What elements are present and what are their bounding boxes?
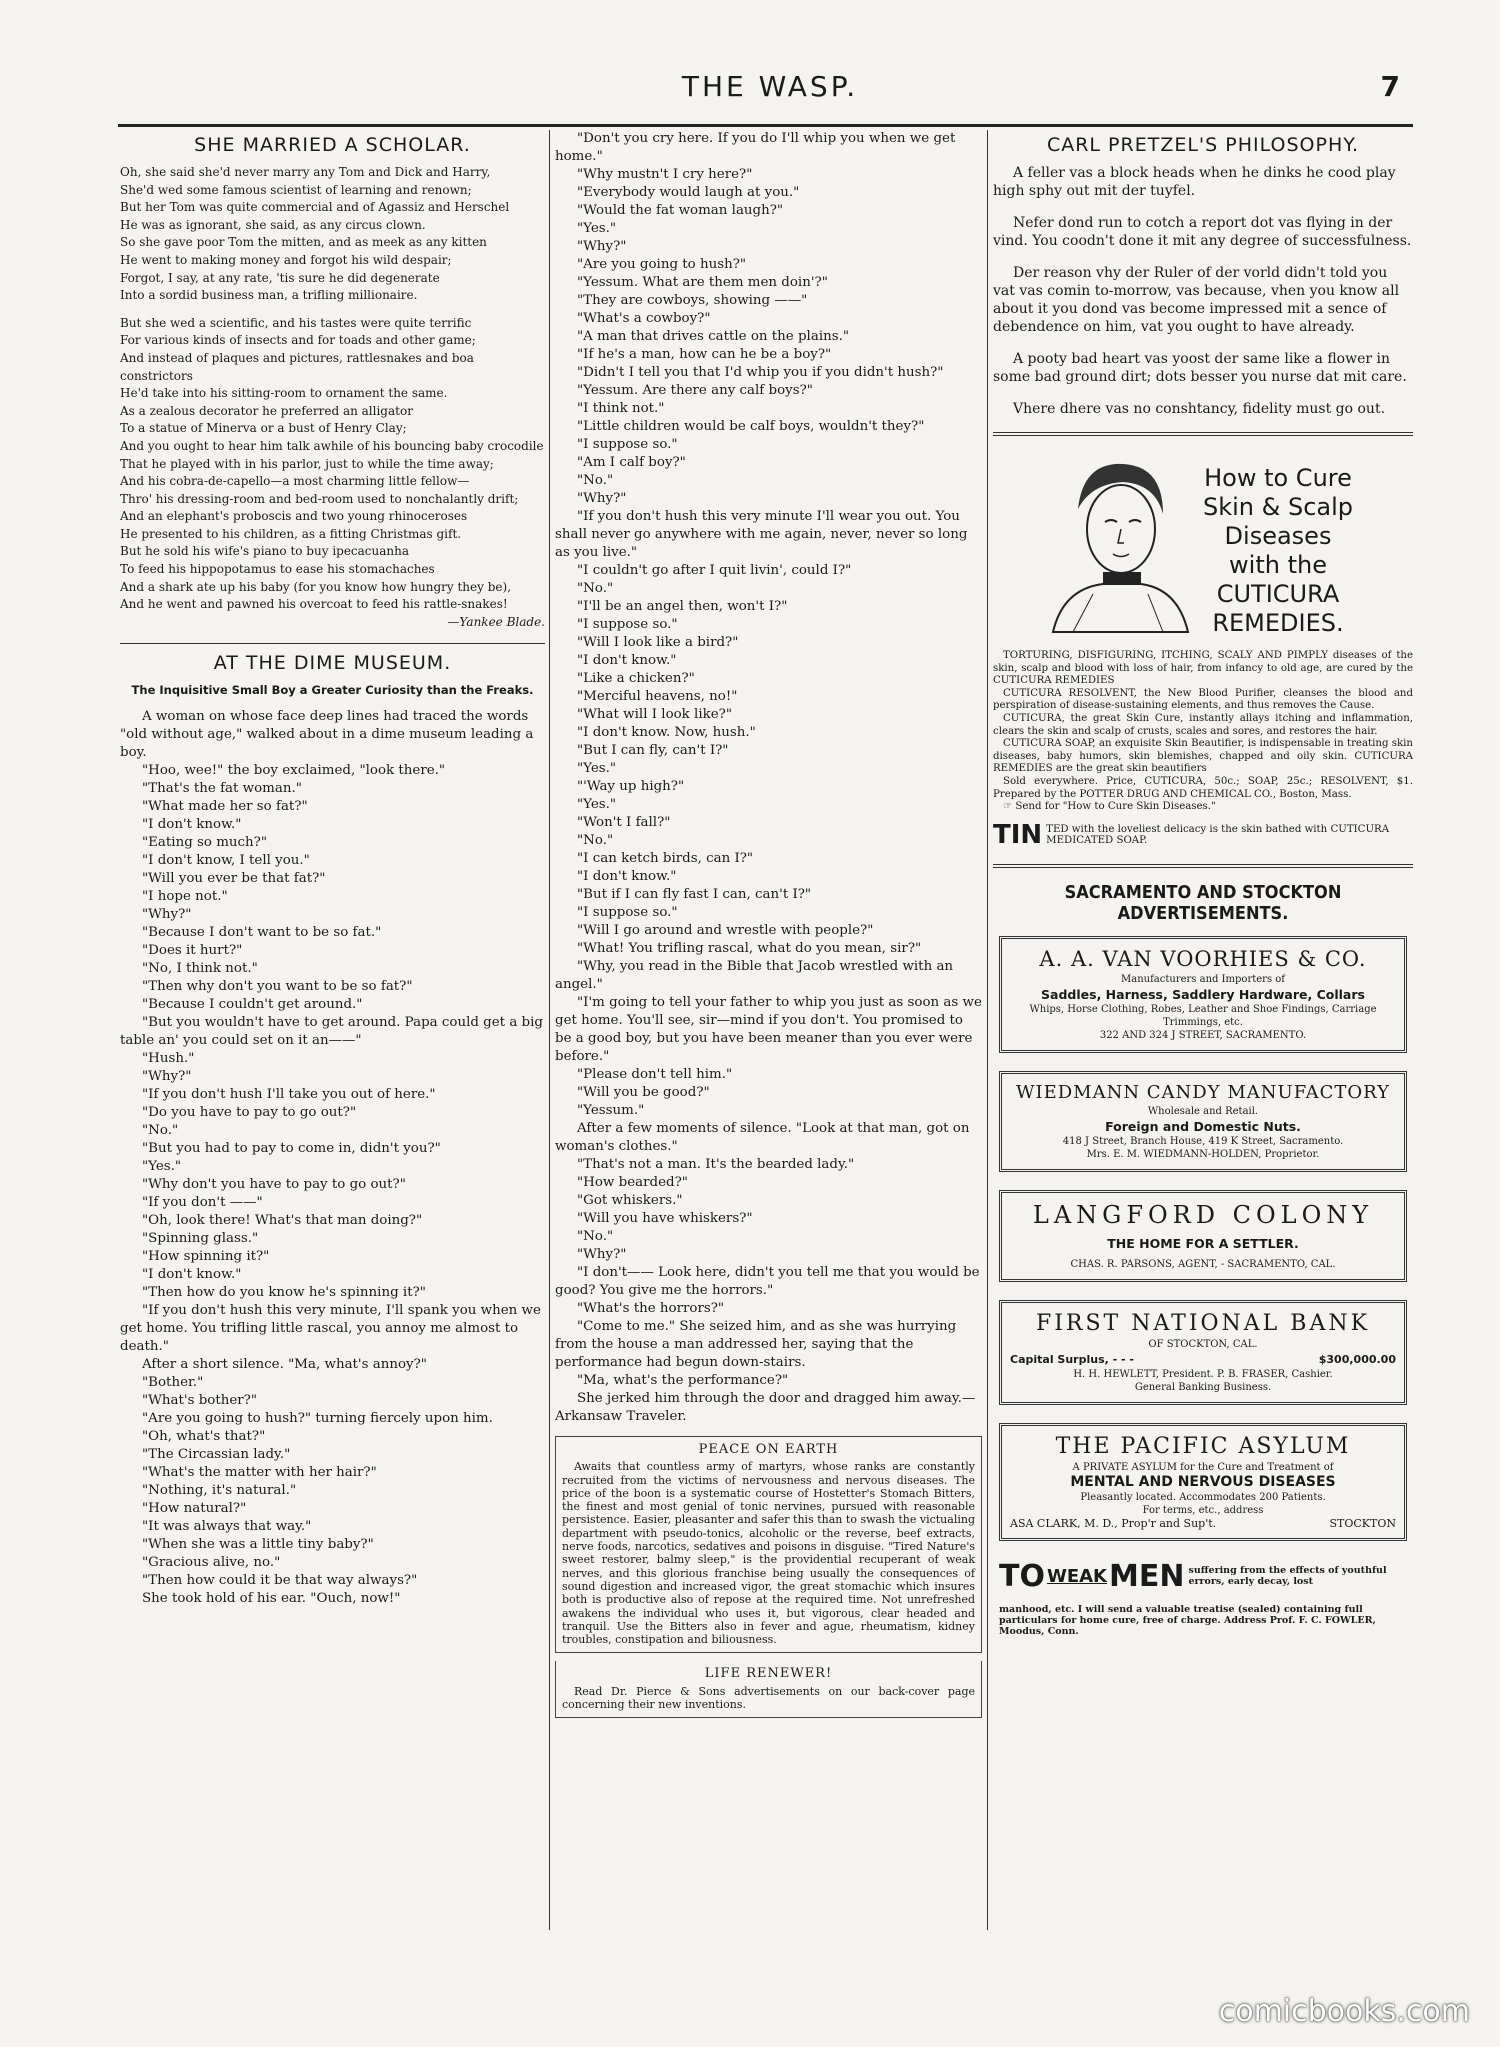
dialogue-paragraph: "Would the fat woman laugh?" xyxy=(577,203,784,218)
dialogue-paragraph: "Like a chicken?" xyxy=(577,671,695,686)
cuticura-headline-line: Skin & Scalp xyxy=(1202,493,1354,521)
column-2 xyxy=(555,130,982,1930)
dialogue-paragraph: "If you don't hush this very minute, I'll spank you when we get home. You trifling little rascal, you annoy me almost to death." xyxy=(120,1303,541,1355)
dialogue-paragraph: "Why, you read in the Bible that Jacob wrestled with an angel." xyxy=(555,959,954,992)
cuticura-paragraph: CUTICURA, the great Skin Cure, instantly allays itching and inflammation, clears the skin and scalp of crusts, scales and sores, and restores the hair. xyxy=(993,712,1413,737)
asylum-contact-name: ASA CLARK, M. D., Prop'r and Sup't. xyxy=(1010,1516,1217,1530)
cuticura-paragraph: CUTICURA SOAP, an exquisite Skin Beautifier, is indispensable in treating skin diseases, baby humors, skin blemishes, chapped and oily skin. CUTICURA REMEDIES are the great skin beautifiers xyxy=(993,738,1413,775)
dialogue-paragraph: "Yes." xyxy=(142,1159,182,1175)
dialogue-paragraph: "A man that drives cattle on the plains." xyxy=(577,329,850,344)
dialogue-paragraph: "Little children would be calf boys, wouldn't they?" xyxy=(577,419,925,434)
dialogue-paragraph: "But if I can fly fast I can, can't I?" xyxy=(577,887,812,902)
dialogue-paragraph: "Then how do you know he's spinning it?" xyxy=(142,1285,426,1301)
weak-men-side-text: suffering from the effects of youthful errors, early decay, lost xyxy=(1188,1565,1387,1588)
cuticura-headline-line: How to Cure xyxy=(1204,464,1352,492)
dialogue-paragraph: "Oh, what's that?" xyxy=(142,1429,266,1445)
poem-line: But he sold his wife's piano to buy ipecacuanha xyxy=(120,544,410,559)
dialogue-paragraph: "But you wouldn't have to get around. Papa could get a big table an' you could set on it an——" xyxy=(120,1015,543,1049)
dialogue-paragraph: "Will you be good?" xyxy=(577,1085,710,1100)
column-divider xyxy=(987,130,988,1930)
wiedmann-line: Wholesale and Retail. xyxy=(1147,1105,1259,1117)
scholar-title: SHE MARRIED A SCHOLAR. xyxy=(194,134,471,156)
asylum-name: THE PACIFIC ASYLUM xyxy=(1055,1433,1351,1459)
cuticura-ad-art xyxy=(993,450,1413,650)
dialogue-paragraph: "Yessum. What are them men doin'?" xyxy=(577,275,828,290)
dialogue-paragraph: "How spinning it?" xyxy=(142,1249,270,1265)
dialogue-paragraph: "Eating so much?" xyxy=(142,835,268,851)
dialogue-paragraph: "Got whiskers." xyxy=(577,1193,683,1208)
asylum-contact xyxy=(1010,1517,1396,1530)
dialogue-paragraph: "Everybody would laugh at you." xyxy=(577,185,800,200)
dialogue-paragraph: "I hope not." xyxy=(142,889,228,905)
dialogue-paragraph: "Why?" xyxy=(577,239,627,254)
dialogue-paragraph: "Didn't I tell you that I'd whip you if you didn't hush?" xyxy=(577,365,944,380)
dialogue-paragraph: A woman on whose face deep lines had traced the words "old without age," walked about in a dime museum leading a boy. xyxy=(120,709,534,761)
poem-line: Thro' his dressing-room and bed-room used to nonchalantly drift; xyxy=(120,491,519,506)
dialogue-paragraph: "The Circassian lady." xyxy=(142,1447,291,1463)
pretzel-paragraph: Der reason vhy der Ruler of der vorld didn't told you vat vas comin to-morrow, vas because, vhen you know all about it you dond vas become impressed mit a sence of debendence on him, vat you ought to have already. xyxy=(993,265,1400,335)
dialogue-paragraph: "Don't you cry here. If you do I'll whip you when we get home." xyxy=(555,131,956,164)
column-1 xyxy=(120,130,545,1930)
dialogue-paragraph: After a short silence. "Ma, what's annoy?" xyxy=(142,1357,427,1373)
dialogue-paragraph: "But I can fly, can't I?" xyxy=(577,743,729,758)
langford-line: THE HOME FOR A SETTLER. xyxy=(1107,1235,1299,1251)
poem-line: And instead of plaques and pictures, rattlesnakes and boa constrictors xyxy=(120,350,474,383)
dialogue-paragraph: "Are you going to hush?" xyxy=(577,257,747,272)
pretzel-philosophy xyxy=(993,164,1413,418)
poem-line: To a statue of Minerva or a bust of Henry Clay; xyxy=(120,421,407,436)
dialogue-paragraph: "Why?" xyxy=(142,907,192,923)
dialogue-paragraph: "That's the fat woman." xyxy=(142,781,302,797)
wiedmann-line: Foreign and Domestic Nuts. xyxy=(1105,1118,1301,1134)
weak-men-to: TO xyxy=(999,1558,1045,1594)
voorhies-line: Whips, Horse Clothing, Robes, Leather and Shoe Findings, Carriage Trimmings, etc. xyxy=(1029,1003,1377,1028)
dialogue-paragraph: "Are you going to hush?" turning fiercely upon him. xyxy=(142,1411,493,1427)
tinted-initial: TIN xyxy=(993,819,1043,850)
poem-line: But she wed a scientific, and his tastes were quite terrific xyxy=(120,315,472,330)
dialogue-paragraph: "I suppose so." xyxy=(577,905,678,920)
dialogue-paragraph: "I couldn't go after I quit livin', could I?" xyxy=(577,563,852,578)
pretzel-paragraph: Vhere dhere vas no conshtancy, fidelity must go out. xyxy=(1013,401,1386,417)
dialogue-paragraph: "What's the matter with her hair?" xyxy=(142,1465,377,1481)
bank-capital xyxy=(1010,1351,1396,1368)
cuticura-ad-text xyxy=(993,650,1413,814)
dialogue-paragraph: "I don't know, I tell you." xyxy=(142,853,310,869)
pointing-hand-icon: ☞ xyxy=(1003,801,1016,813)
poem-line: To feed his hippopotamus to ease his stomachaches xyxy=(120,562,435,577)
peace-on-earth-ad xyxy=(555,1436,982,1653)
dialogue-paragraph: "Will I go around and wrestle with people?" xyxy=(577,923,874,938)
dialogue-paragraph: "Oh, look there! What's that man doing?" xyxy=(142,1213,423,1229)
langford-name: LANGFORD COLONY xyxy=(1032,1200,1374,1229)
dialogue-paragraph: "No, I think not." xyxy=(142,961,258,977)
cuticura-paragraph xyxy=(993,801,1413,814)
poem-line: But her Tom was quite commercial and of Agassiz and Herschel xyxy=(120,200,510,215)
poem-line: She'd wed some famous scientist of learning and renown; xyxy=(120,182,472,197)
dialogue-paragraph: "They are cowboys, showing ——" xyxy=(577,293,808,308)
dialogue-paragraph: "I can ketch birds, can I?" xyxy=(577,851,754,866)
voorhies-line: Saddles, Harness, Saddlery Hardware, Collars xyxy=(1041,986,1365,1002)
dialogue-paragraph: "'Way up high?" xyxy=(577,779,685,794)
dialogue-paragraph: "Please don't tell him." xyxy=(577,1067,733,1082)
dialogue-paragraph: She took hold of his ear. "Ouch, now!" xyxy=(142,1591,401,1607)
cuticura-headline-line: Diseases xyxy=(1224,522,1332,550)
dialogue-paragraph: "What's bother?" xyxy=(142,1393,258,1409)
ads-section-title: SACRAMENTO AND STOCKTON ADVERTISEMENTS. xyxy=(1064,881,1342,924)
dialogue-paragraph: "What! You trifling rascal, what do you mean, sir?" xyxy=(577,941,922,956)
dialogue-paragraph: "I'll be an angel then, won't I?" xyxy=(577,599,788,614)
dialogue-paragraph: "How bearded?" xyxy=(577,1175,688,1190)
dialogue-paragraph: "Ma, what's the performance?" xyxy=(577,1373,789,1388)
poem-line: And a shark ate up his baby (for you know how hungry they be), xyxy=(120,579,512,594)
dialogue-paragraph: "Hush." xyxy=(142,1051,195,1067)
poem-line: For various kinds of insects and for toads and other game; xyxy=(120,333,476,348)
weak-men-men: MEN xyxy=(1109,1558,1185,1594)
life-renewer-ad xyxy=(555,1661,982,1718)
cuticura-send-line: Send for "How to Cure Skin Diseases." xyxy=(1015,801,1216,813)
dialogue-paragraph: "Yessum." xyxy=(577,1103,645,1118)
dialogue-paragraph: "Then why don't you want to be so fat?" xyxy=(142,979,413,995)
voorhies-address: 322 AND 324 J STREET, SACRAMENTO. xyxy=(1099,1029,1307,1041)
dialogue-paragraph: "Because I couldn't get around." xyxy=(142,997,363,1013)
dialogue-paragraph: "Then how could it be that way always?" xyxy=(142,1573,418,1589)
dialogue-paragraph: "Spinning glass." xyxy=(142,1231,259,1247)
museum-text-col1 xyxy=(120,708,545,1608)
dialogue-paragraph: "Why mustn't I cry here?" xyxy=(577,167,753,182)
poem-line: He presented to his children, as a fitting Christmas gift. xyxy=(120,526,462,541)
dialogue-paragraph: "Hoo, wee!" the boy exclaimed, "look there." xyxy=(142,763,446,779)
page-number: 7 xyxy=(1380,70,1400,103)
asylum-line: For terms, etc., address xyxy=(1142,1504,1264,1516)
peace-title: PEACE ON EARTH xyxy=(698,1442,839,1457)
voorhies-line: Manufacturers and Importers of xyxy=(1121,973,1285,985)
museum-text-col2 xyxy=(555,130,982,1426)
dialogue-paragraph: "Does it hurt?" xyxy=(142,943,243,959)
scholar-poem xyxy=(120,164,545,614)
asylum-line: A PRIVATE ASYLUM for the Cure and Treatment of xyxy=(1072,1461,1334,1473)
dialogue-paragraph: "Yes." xyxy=(577,761,617,776)
scholar-attribution: —Yankee Blade. xyxy=(447,614,545,629)
asylum-line: MENTAL AND NERVOUS DISEASES xyxy=(1070,1473,1336,1490)
dialogue-paragraph: "I suppose so." xyxy=(577,437,678,452)
poem-line: And an elephant's proboscis and two young rhinoceroses xyxy=(120,509,468,524)
dialogue-paragraph: "Why?" xyxy=(142,1069,192,1085)
weak-men-text: manhood, etc. I will send a valuable treatise (sealed) containing full particulars for home cure, free of charge. Address Prof. F. C. FOWLER, Moodus, Conn. xyxy=(999,1603,1376,1637)
dialogue-paragraph: "No." xyxy=(577,581,614,596)
museum-title: AT THE DIME MUSEUM. xyxy=(213,652,452,675)
weak-men-weak: WEAK xyxy=(1046,1565,1107,1587)
poem-line: He'd take into his sitting-room to ornament the same. xyxy=(120,386,448,401)
watermark: comicbooks.com xyxy=(1218,1994,1470,2029)
masthead-title: THE WASP. xyxy=(681,70,859,103)
tinted-text: TED with the loveliest delicacy is the skin bathed with CUTICURA MEDICATED SOAP. xyxy=(1046,823,1390,846)
renewer-title: LIFE RENEWER! xyxy=(704,1666,833,1682)
dialogue-paragraph: "If he's a man, how can he be a boy?" xyxy=(577,347,832,362)
masthead xyxy=(120,70,1420,110)
poem-line: As a zealous decorator he preferred an alligator xyxy=(120,403,413,418)
column-divider xyxy=(549,130,550,1930)
dialogue-paragraph: "Bother." xyxy=(142,1375,204,1391)
masthead-rule xyxy=(118,124,1413,127)
dialogue-paragraph: "Merciful heavens, no!" xyxy=(577,689,738,704)
dialogue-paragraph: "When she was a little tiny baby?" xyxy=(142,1537,374,1553)
woman-portrait-illustration xyxy=(1043,454,1193,634)
pretzel-paragraph: A feller vas a block heads when he dinks he cood play high sphy out mit der tuyfel. xyxy=(993,165,1396,199)
wiedmann-proprietor: Mrs. E. M. WIEDMANN-HOLDEN, Proprietor. xyxy=(1086,1148,1320,1160)
dialogue-paragraph: "No." xyxy=(577,833,614,848)
dialogue-paragraph: "I don't know." xyxy=(577,653,677,668)
bank-ad xyxy=(999,1300,1407,1405)
dialogue-paragraph: "Yessum. Are there any calf boys?" xyxy=(577,383,813,398)
dialogue-paragraph: "I don't know." xyxy=(142,1267,242,1283)
dialogue-paragraph: "If you don't hush this very minute I'll wear you out. You shall never go anywhere with me again, never, never so long as you live." xyxy=(555,509,968,560)
dialogue-paragraph: "Gracious alive, no." xyxy=(142,1555,281,1571)
dialogue-paragraph: "No." xyxy=(142,1123,179,1139)
cuticura-paragraph: Sold everywhere. Price, CUTICURA, 50c.; SOAP, 25c.; RESOLVENT, $1. Prepared by the POTTER DRUG AND CHEMICAL CO., Boston, Mass. xyxy=(993,775,1413,800)
dialogue-paragraph: "I think not." xyxy=(577,401,665,416)
dialogue-paragraph: "What's the horrors?" xyxy=(577,1301,725,1316)
section-rule xyxy=(993,432,1413,436)
dialogue-paragraph: "I'm going to tell your father to whip you just as soon as we get home. You'll see, sir—mind if you don't. You promised to be a good boy, but you have been meaner than you ever were before." xyxy=(555,995,982,1064)
section-rule xyxy=(993,864,1413,868)
cuticura-headline xyxy=(1178,464,1378,638)
dialogue-paragraph: "What made her so fat?" xyxy=(142,799,308,815)
poem-line: And his cobra-de-capello—a most charming little fellow— xyxy=(120,474,470,489)
column-3 xyxy=(993,130,1413,1930)
poem-line: That he played with in his parlor, just to while the time away; xyxy=(120,456,494,471)
cuticura-paragraph: TORTURING, DISFIGURING, ITCHING, SCALY AND PIMPLY diseases of the skin, scalp and blood with loss of hair, from infancy to old age, are cured by the CUTICURA REMEDIES xyxy=(993,650,1413,687)
cuticura-paragraph: CUTICURA RESOLVENT, the New Blood Purifier, cleanses the blood and perspiration of disease-sustaining elements, and thus removes the Cause. xyxy=(993,687,1413,712)
dialogue-paragraph: "Why don't you have to pay to go out?" xyxy=(142,1177,406,1193)
dialogue-paragraph: "Am I calf boy?" xyxy=(577,455,686,470)
dialogue-paragraph: "Yes." xyxy=(577,221,617,236)
dialogue-paragraph: "Will I look like a bird?" xyxy=(577,635,739,650)
dialogue-paragraph: "But you had to pay to come in, didn't you?" xyxy=(142,1141,441,1157)
asylum-line: Pleasantly located. Accommodates 200 Patients. xyxy=(1080,1491,1326,1503)
poem-line: And he went and pawned his overcoat to feed his rattle-snakes! xyxy=(120,597,508,612)
dialogue-paragraph: "I don't—— Look here, didn't you tell me that you would be good? You give me the horrors." xyxy=(555,1265,980,1298)
dialogue-paragraph: "Won't I fall?" xyxy=(577,815,671,830)
dialogue-paragraph: "How natural?" xyxy=(142,1501,247,1517)
dialogue-paragraph: "What's a cowboy?" xyxy=(577,311,711,326)
dialogue-paragraph: "If you don't ——" xyxy=(142,1195,263,1211)
wiedmann-name: WIEDMANN CANDY MANUFACTORY xyxy=(1015,1081,1391,1103)
bank-capital-label: Capital Surplus, - - - xyxy=(1010,1352,1134,1366)
asylum-ad xyxy=(999,1423,1407,1541)
dialogue-paragraph: "It was always that way." xyxy=(142,1519,312,1535)
dialogue-paragraph: "If you don't hush I'll take you out of here." xyxy=(142,1087,436,1103)
bank-name: FIRST NATIONAL BANK xyxy=(1035,1310,1371,1336)
dialogue-paragraph: "Come to me." She seized him, and as she was hurrying from the house a man addressed her, saying that the performance had begun down-stairs. xyxy=(555,1319,957,1370)
pretzel-paragraph: Nefer dond run to cotch a report dot vas flying in der vind. You coodn't done it mit any degree of successfulness. xyxy=(993,215,1412,249)
voorhies-ad xyxy=(999,936,1407,1053)
pretzel-title: CARL PRETZEL'S PHILOSOPHY. xyxy=(1046,134,1360,156)
dialogue-paragraph: "Why?" xyxy=(577,1247,627,1262)
dialogue-paragraph: "Nothing, it's natural." xyxy=(142,1483,297,1499)
section-rule xyxy=(120,643,545,644)
bank-capital-value: $300,000.00 xyxy=(1318,1352,1396,1366)
dialogue-paragraph: "I don't know." xyxy=(142,817,242,833)
museum-subtitle: The Inquisitive Small Boy a Greater Curiosity than the Freaks. xyxy=(131,683,534,698)
dialogue-paragraph: "No." xyxy=(577,473,614,488)
bank-business: General Banking Business. xyxy=(1134,1381,1272,1393)
poem-line: So she gave poor Tom the mitten, and as meek as any kitten xyxy=(120,235,487,250)
dialogue-paragraph: "Will you ever be that fat?" xyxy=(142,871,326,887)
wiedmann-line: 418 J Street, Branch House, 419 K Street, Sacramento. xyxy=(1062,1135,1344,1147)
langford-agent: CHAS. R. PARSONS, AGENT, - SACRAMENTO, CAL. xyxy=(1070,1258,1336,1270)
poem-line: Into a sordid business man, a trifling millionaire. xyxy=(120,288,418,303)
dialogue-paragraph: "I don't know." xyxy=(577,869,677,884)
poem-line: And you ought to hear him talk awhile of his bouncing baby crocodile xyxy=(120,438,544,453)
pretzel-paragraph: A pooty bad heart vas yoost der same like a flower in some bad ground dirt; dots besser you nurse dat mit care. xyxy=(993,351,1407,385)
dialogue-paragraph: "Because I don't want to be so fat." xyxy=(142,925,382,941)
dialogue-paragraph: "Will you have whiskers?" xyxy=(577,1211,753,1226)
poem-line: Forgot, I say, at any rate, 'tis sure he did degenerate xyxy=(120,270,440,285)
stanza-break xyxy=(120,305,545,315)
cuticura-headline-line: REMEDIES. xyxy=(1212,609,1344,637)
dialogue-paragraph: "Do you have to pay to go out?" xyxy=(142,1105,357,1121)
tinted-notice xyxy=(993,820,1413,850)
asylum-contact-city: STOCKTON xyxy=(1329,1516,1396,1530)
dialogue-paragraph: "No." xyxy=(577,1229,614,1244)
poem-line: He was as ignorant, she said, as any circus clown. xyxy=(120,217,426,232)
dialogue-paragraph: "What will I look like?" xyxy=(577,707,732,722)
langford-ad xyxy=(999,1190,1407,1282)
cuticura-headline-line: CUTICURA xyxy=(1216,580,1340,608)
bank-officers: H. H. HEWLETT, President. P. B. FRASER, Cashier. xyxy=(1073,1368,1333,1380)
dialogue-paragraph: "Why?" xyxy=(577,491,627,506)
peace-text: Awaits that countless army of martyrs, whose ranks are constantly recruited from the victims of nervousness and nervous diseases. The price of the boon is a systematic course of Hostetter's Stomach Bitters, the finest and most genial of tonic nervines, pursued with reasonable persistence. Easier, pleasanter and safer this than to swash the victualing department with pseudo-tonics, alcoholic or the reverse, beef extracts, nerve foods, narcotics, sedatives and poisons in disguise. "Tired Nature's sweet restorer, balmy sleep," is the providential recuperant of weak nerves, and this glorious franchise being usually the consequences of sound digestion and increased vigor, the great stomachic which insures both is productive also of repose at the required time. Not unrefreshed awakens the individual who uses it, but vigorous, clear headed and tranquil. Use the Bitters also in fever and ague, rheumatism, kidney troubles, constipation and biliousness. xyxy=(562,1460,975,1647)
dialogue-paragraph: After a few moments of silence. "Look at that man, got on woman's clothes." xyxy=(555,1121,970,1154)
poem-line: He went to making money and forgot his wild despair; xyxy=(120,252,452,267)
bank-location: OF STOCKTON, CAL. xyxy=(1148,1338,1258,1350)
voorhies-name: A. A. VAN VOORHIES & CO. xyxy=(1039,946,1367,971)
weak-men-ad xyxy=(999,1559,1407,1594)
dialogue-paragraph: "I suppose so." xyxy=(577,617,678,632)
wiedmann-ad xyxy=(999,1071,1407,1172)
dialogue-paragraph: "That's not a man. It's the bearded lady." xyxy=(577,1157,855,1172)
poem-line: Oh, she said she'd never marry any Tom and Dick and Harry, xyxy=(120,165,491,179)
cuticura-headline-line: with the xyxy=(1229,551,1327,579)
dialogue-paragraph: She jerked him through the door and dragged him away.—Arkansaw Traveler. xyxy=(555,1391,976,1424)
renewer-text: Read Dr. Pierce & Sons advertisements on our back-cover page concerning their new inventions. xyxy=(562,1684,975,1712)
dialogue-paragraph: "I don't know. Now, hush." xyxy=(577,725,756,740)
dialogue-paragraph: "Yes." xyxy=(577,797,617,812)
